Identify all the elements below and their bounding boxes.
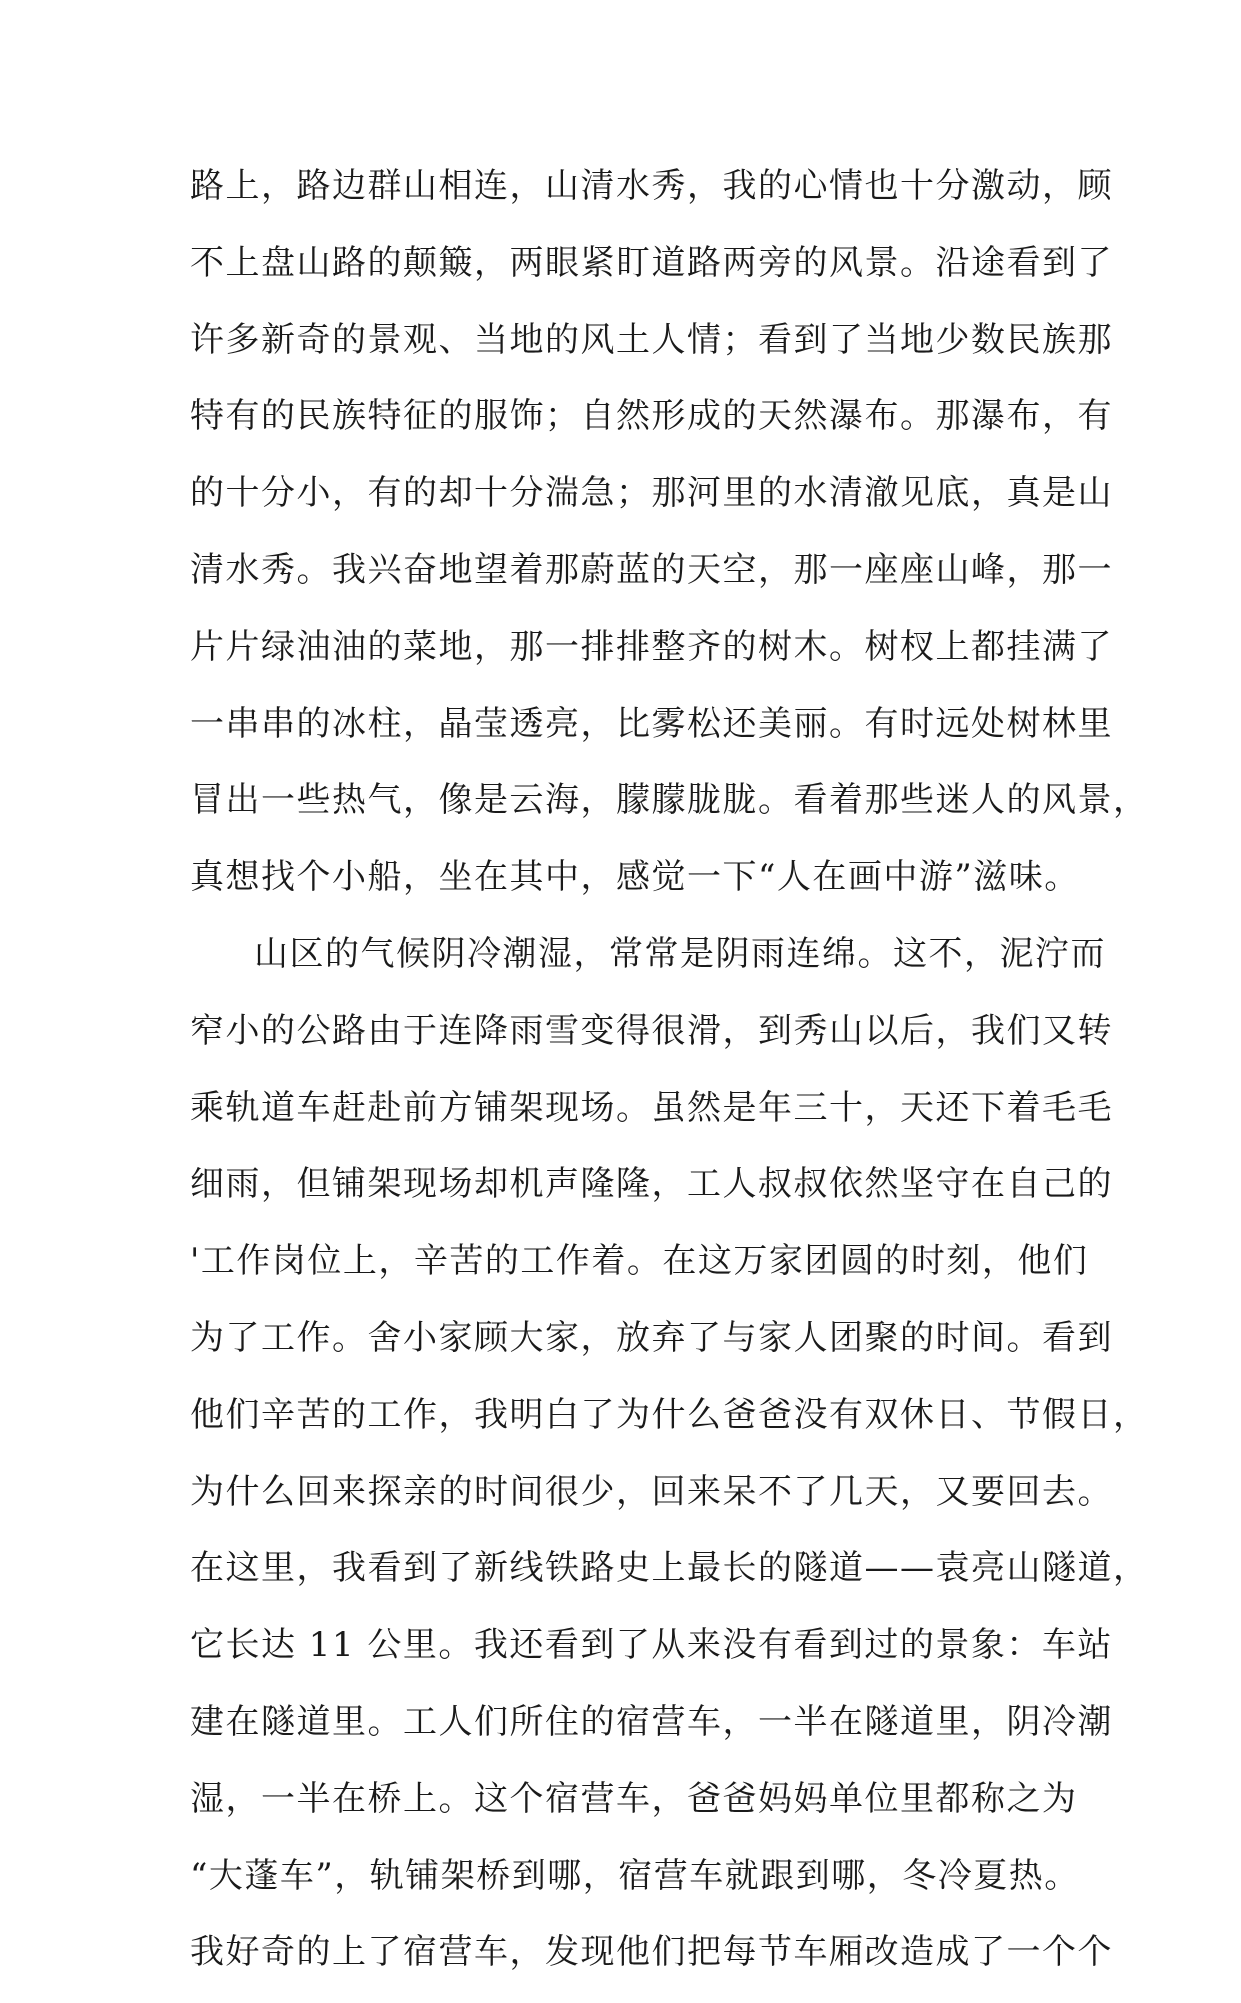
text-line: “大蓬车”，轨铺架桥到哪，宿营车就跟到哪，冬冷夏热。 xyxy=(190,1855,1080,1896)
text-line: 片片绿油油的菜地，那一排排整齐的树木。树杈上都挂满了 xyxy=(190,626,1113,667)
text-line: 冒出一些热气，像是云海，朦朦胧胧。看着那些迷人的风景， xyxy=(190,780,1149,821)
text-line: 为了工作。舍小家顾大家，放弃了与家人团聚的时间。看到 xyxy=(190,1317,1113,1358)
text-line: '工作岗位上，辛苦的工作着。在这万家团圆的时刻，他们 xyxy=(190,1241,1089,1282)
text-line: 真想找个小船，坐在其中，感觉一下“人在画中游”滋味。 xyxy=(190,857,1080,898)
text-line: 清水秀。我兴奋地望着那蔚蓝的天空，那一座座山峰，那一 xyxy=(190,549,1113,590)
text-line: 特有的民族特征的服饰；自然形成的天然瀑布。那瀑布，有 xyxy=(190,396,1113,437)
text-line: 不上盘山路的颠簸，两眼紧盯道路两旁的风景。沿途看到了 xyxy=(190,242,1113,283)
text-line: 为什么回来探亲的时间很少，回来呆不了几天，又要回去。 xyxy=(190,1471,1113,1512)
text-line: 湿，一半在桥上。这个宿营车，爸爸妈妈单位里都称之为 xyxy=(190,1778,1078,1819)
text-line: 在这里，我看到了新线铁路史上最长的隧道——袁亮山隧道， xyxy=(190,1548,1149,1589)
text-line: 窄小的公路由于连降雨雪变得很滑，到秀山以后，我们又转 xyxy=(190,1010,1113,1051)
text-line: 乘轨道车赶赴前方铺架现场。虽然是年三十，天还下着毛毛 xyxy=(190,1087,1113,1128)
text-line: 的十分小，有的却十分湍急；那河里的水清澈见底，真是山 xyxy=(190,473,1113,514)
body-text xyxy=(190,160,1149,2003)
text-line: 我好奇的上了宿营车，发现他们把每节车厢改造成了一个个 xyxy=(190,1932,1113,1973)
text-line: 建在隧道里。工人们所住的宿营车，一半在隧道里，阴冷潮 xyxy=(190,1701,1113,1742)
text-line: 路上，路边群山相连，山清水秀，我的心情也十分激动，顾 xyxy=(190,166,1113,206)
text-line: 他们辛苦的工作，我明白了为什么爸爸没有双休日、节假日， xyxy=(190,1394,1149,1435)
paragraph-start-line: 山区的气候阴冷潮湿，常常是阴雨连绵。这不，泥泞而 xyxy=(254,933,1106,974)
text-line: 它长达 11 公里。我还看到了从来没有看到过的景象：车站 xyxy=(190,1625,1113,1666)
text-line: 许多新奇的景观、当地的风土人情；看到了当地少数民族那 xyxy=(190,319,1113,360)
text-line: 细雨，但铺架现场却机声隆隆，工人叔叔依然坚守在自己的 xyxy=(190,1164,1113,1205)
text-line: 一串串的冰柱，晶莹透亮，比雾松还美丽。有时远处树林里 xyxy=(190,703,1113,744)
